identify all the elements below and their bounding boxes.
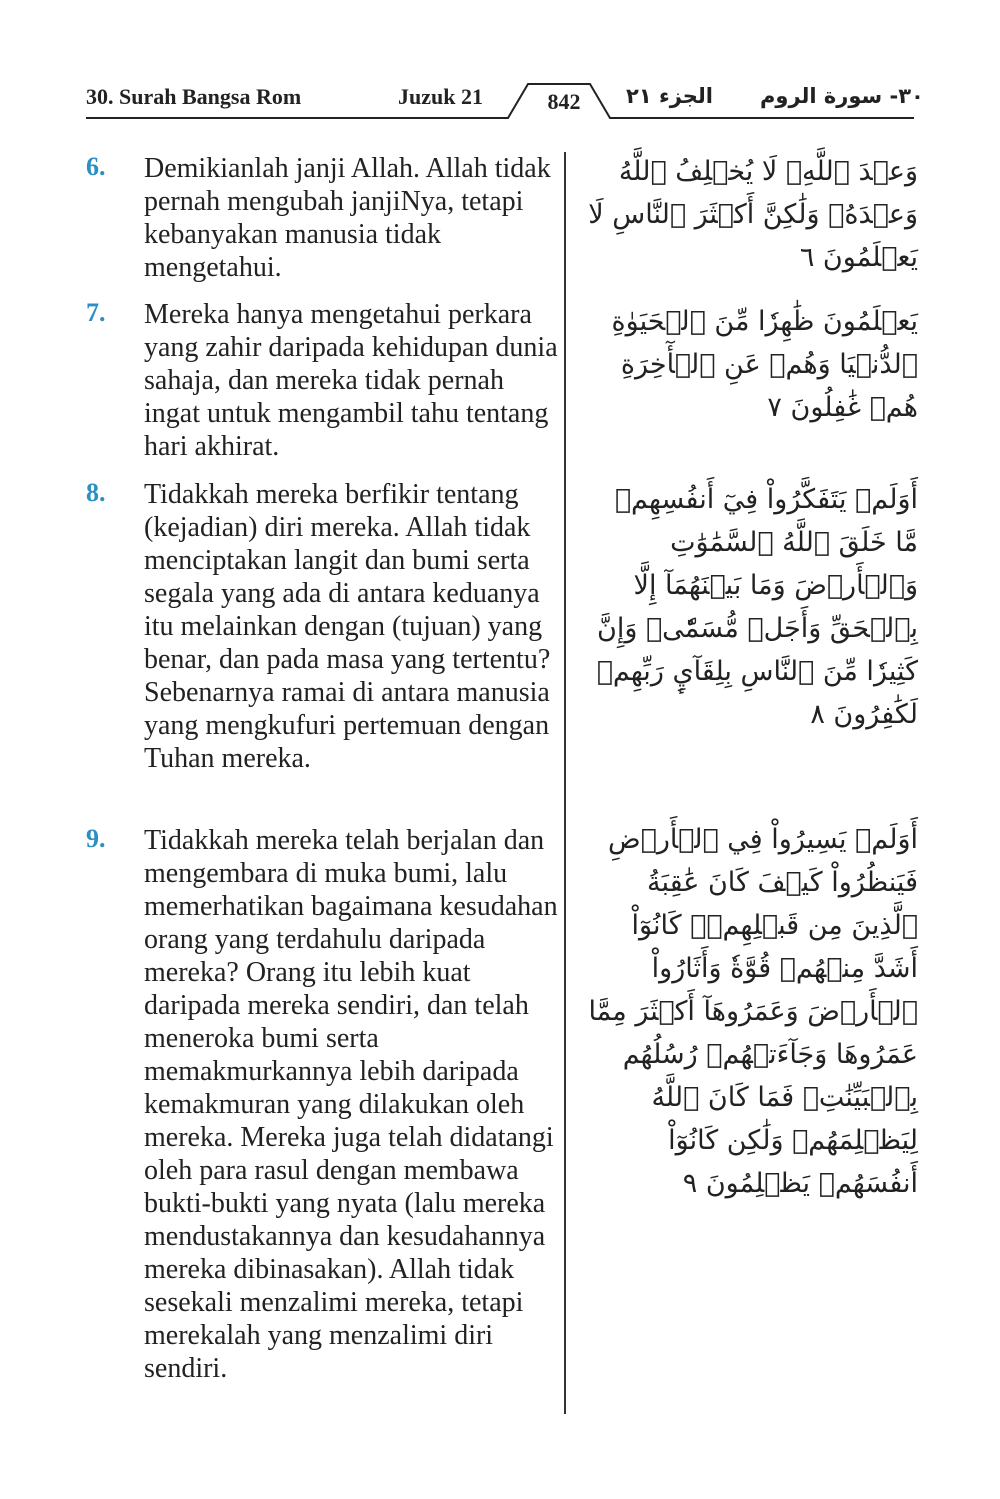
verse-translation: Tidakkah mereka berfikir tentang (kejadian) diri mereka. Allah tidak menciptakan langit dan bumi serta segala yang ada di antara keduanya itu melainkan dengan (tujuan) yang benar, dan pada masa yang tertentu? Sebenarnya ramai di antara manusia yang mengkufuri pertemuan dengan Tuhan mereka. (144, 479, 551, 774)
column-divider (564, 152, 566, 1414)
surah-title: 30. Surah Bangsa Rom (86, 84, 302, 109)
verse-6-arabic: وَعۡدَ ٱللَّهِۖ لَا يُخۡلِفُ ٱللَّهُ وَعۡدَهُۥ وَلَٰكِنَّ أَكۡثَرَ ٱلنَّاسِ لَا يَعۡلَمُونَ ٦ (588, 156, 918, 273)
verse-number: 6. (86, 152, 106, 181)
juzuk-label: Juzuk 21 (398, 84, 483, 109)
verse-number: 7. (86, 298, 106, 327)
verse-7-arabic: يَعۡلَمُونَ ظَٰهِرٗا مِّنَ ٱلۡحَيَوٰةِ ٱلدُّنۡيَا وَهُمۡ عَنِ ٱلۡأٓخِرَةِ هُمۡ غَٰفِلُونَ ٧ (611, 306, 918, 423)
verse-translation: Demikianlah janji Allah. Allah tidak pernah mengubah janjiNya, tetapi kebanyakan manusia tidak mengetahui. (144, 153, 551, 283)
page-header (0, 0, 1000, 130)
verse-9-arabic: أَوَلَمۡ يَسِيرُواْ فِي ٱلۡأَرۡضِ فَيَنظُرُواْ كَيۡفَ كَانَ عَٰقِبَةُ ٱلَّذِينَ مِن قَبۡلِهِمۡۚ كَانُوٓاْ أَشَدَّ مِنۡهُمۡ قُوَّةٗ وَأَثَارُواْ ٱلۡأَرۡضَ وَعَمَرُوهَآ أَكۡثَرَ مِمَّا عَمَرُوهَا وَجَآءَتۡهُمۡ رُسُلُهُم بِٱلۡبَيِّنَٰتِۖ فَمَا كَانَ ٱللَّهُ لِيَظۡلِمَهُمۡ وَلَٰكِن كَانُوٓاْ أَنفُسَهُمۡ يَظۡلِمُونَ ٩ (588, 824, 918, 1199)
verse-8-arabic: أَوَلَمۡ يَتَفَكَّرُواْ فِيٓ أَنفُسِهِمۗ مَّا خَلَقَ ٱللَّهُ ٱلسَّمَٰوَٰتِ وَٱلۡأَرۡضَ وَمَا بَيۡنَهُمَآ إِلَّا بِٱلۡحَقِّ وَأَجَلٖ مُّسَمّٗىۗ وَإِنَّ كَثِيرٗا مِّنَ ٱلنَّاسِ بِلِقَآيِٕ رَبِّهِمۡ لَكَٰفِرُونَ ٨ (596, 484, 918, 730)
verse-translation: Tidakkah mereka telah berjalan dan mengembara di muka bumi, lalu memerhatikan bagaimana kesudahan orang yang terdahulu daripada mereka? Orang itu lebih kuat daripada mereka sendiri, dan telah meneroka bumi serta memakmurkannya lebih daripada kemakmuran yang dilakukan oleh mereka. Mereka juga telah didatangi oleh para rasul dengan membawa bukti-bukti yang nyata (lalu mereka mendustakannya dan kesudahannya mereka dibinasakan). Allah tidak sesekali menzalimi mereka, tetapi merekalah yang menzalimi diri sendiri. (144, 825, 558, 1384)
verse-number: 9. (86, 824, 106, 853)
verse-translation: Mereka hanya mengetahui perkara yang zahir daripada kehidupan dunia sahaja, dan mereka tidak pernah ingat untuk mengambil tahu tentang hari akhirat. (144, 299, 558, 462)
verse-number: 8. (86, 478, 106, 507)
page-number: 842 (547, 89, 581, 114)
header-rule (0, 0, 1000, 130)
arabic-surah-title: ٣٠- سورة الروم (760, 84, 924, 108)
arabic-juz-label: الجزء ٢١ (626, 84, 713, 108)
